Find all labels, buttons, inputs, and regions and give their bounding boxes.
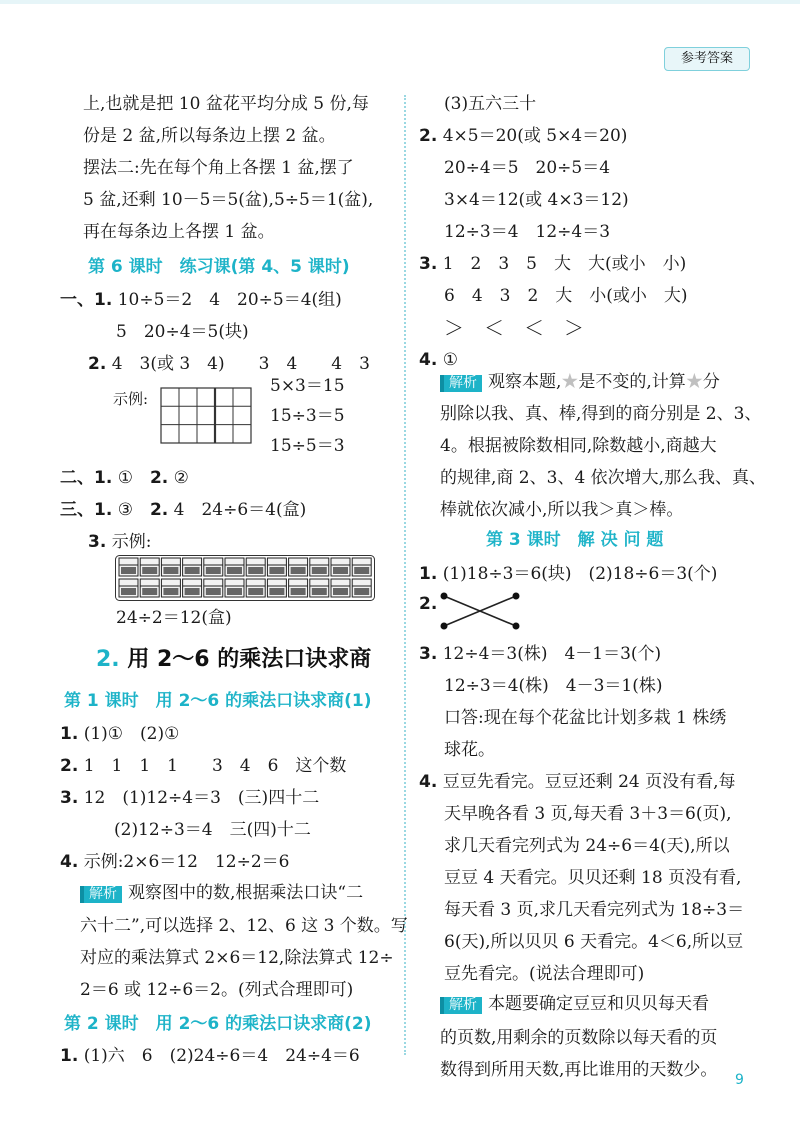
answer-text: 1 2 3 5 大 大(或小 小) [442,254,687,274]
box-body-fill [121,567,136,574]
q-number: 1. [60,1046,79,1066]
answer-text: 豆豆 4 天看完。贝贝还剩 18 页没有看, [444,868,742,888]
answer-text: 12÷3＝4 12÷4＝3 [444,222,611,242]
section-title-lesson2: 第 2 课时 用 2～6 的乘法口诀求商(2) [64,1014,372,1034]
box-body-fill [291,567,306,574]
answer-text: 6(天),所以贝贝 6 天看完。4＜6,所以豆 [444,932,744,952]
answer-text: 1 1 1 1 3 4 6 这个数 [83,756,347,776]
q-number: 1. [419,564,438,584]
analysis-text: 4。根据被除数相同,除数越小,商越大 [440,436,717,456]
q-number: 3. [419,254,438,274]
box-body-fill [163,567,178,574]
box-body-fill [121,588,136,595]
answer-text: (1)18÷3＝6(块) (2)18÷6＝3(个) [442,564,718,584]
analysis-tag: 解析 [80,886,122,903]
answer-text: 12 (1)12÷4＝3 (三)四十二 [83,788,320,808]
analysis-text: 2＝6 或 12÷6＝2。(列式合理即可) [80,980,354,1000]
box-body-fill [269,567,284,574]
q-number: 1. [60,724,79,744]
section-title-lesson6: 第 6 课时 练习课(第 4、5 课时) [88,257,350,277]
analysis-text: 的规律,商 2、3、4 依次增大,那么我、真、 [440,468,767,488]
answer-text: 球花。 [444,740,495,760]
star-icon: ★ [685,372,703,392]
column-divider [404,95,406,1055]
analysis-text: 的页数,用剩余的页数除以每天看的页 [440,1028,718,1048]
box-body-fill [248,588,263,595]
answer-text: (1)六 6 (2)24÷6＝4 24÷4＝6 [83,1046,360,1066]
answer-text: 5 20÷4＝5(块) [116,322,249,342]
section-title-lesson1: 第 1 课时 用 2～6 的乘法口诀求商(1) [64,691,372,711]
q-number: 3. [60,788,79,808]
left-para-line: 5 盆,还剩 10－5＝5(盆),5÷5＝1(盆), [83,190,374,210]
box-body-fill [333,588,348,595]
left-para-line: 再在每条边上各摆 1 盆。 [83,222,275,242]
analysis-text: 别除以我、真、棒,得到的商分别是 2、3、 [440,404,762,424]
analysis-tag: 解析 [440,375,482,392]
left-para-line: 摆法二:先在每个角上各摆 1 盆,摆了 [83,158,354,178]
box-body-fill [312,567,327,574]
q-number: 2. [60,756,79,776]
box-body-fill [354,588,369,595]
example-label: 示例: [113,390,149,408]
answer-text: 求几天看完列式为 24÷6＝4(天),所以 [444,836,730,856]
analysis-tag: 解析 [440,997,482,1014]
box-body-fill [248,567,263,574]
answer-text: 4×5＝20(或 5×4＝20) [442,126,628,146]
q-number: 2. [88,354,107,374]
q-number: 4. [60,852,79,872]
answer-text: (1)① (2)① [83,724,180,744]
q-number: 3. [419,644,438,664]
answer-text: 天早晚各看 3 页,每天看 3＋3＝6(页), [444,804,732,824]
comparison-signs: ＞ ＜ ＜ ＞ [444,316,584,340]
answer-text: ① [442,350,458,370]
q-number: 二、1. [60,468,113,488]
answer-text: 20÷4＝5 20÷5＝4 [444,158,611,178]
box-body-fill [206,588,221,595]
q-number: 2. [419,594,438,614]
answer-text: ① [117,468,150,488]
grid-diagram [160,387,252,444]
box-body-fill [142,588,157,595]
box-body-fill [142,567,157,574]
box-body-fill [227,567,242,574]
answer-text: 10÷5＝2 4 20÷5＝4(组) [117,290,342,310]
unit-title-text: 用 2～6 的乘法口诀求商 [127,647,372,672]
answer-text: 每天看 3 页,求几天看完列式为 18÷3＝ [444,900,745,920]
box-body-fill [163,588,178,595]
box-body-fill [227,588,242,595]
unit-title [96,649,371,671]
matching-lines-diagram [436,588,526,634]
answer-text: (2)12÷3＝4 三(四)十二 [114,820,311,840]
answer-text: ③ [117,500,150,520]
analysis-text: 是不变的,计算 [578,372,686,392]
answer-badge: 参考答案 [664,47,750,71]
equation: 24÷2＝12(盒) [116,608,232,628]
box-body-fill [185,588,200,595]
analysis-text: 分 [702,372,720,392]
box-body-fill [185,567,200,574]
answer-text: 12÷3＝4(株) 4－3＝1(株) [444,676,663,696]
answer-text: 示例: [111,532,152,552]
page-number: 9 [735,1072,744,1088]
equation: 15÷3＝5 [270,406,345,426]
equation: 5×3＝15 [270,376,345,396]
box-body-fill [354,567,369,574]
q-number: 一、1. [60,290,113,310]
star-icon: ★ [561,372,579,392]
box-body-fill [312,588,327,595]
answer-text: 4 24÷6＝4(盒) [173,500,307,520]
analysis-text: 棒就依次减小,所以我＞真＞棒。 [440,500,684,520]
answer-text: (3)五六三十 [444,94,537,114]
box-body-fill [206,567,221,574]
q-number: 4. [419,350,438,370]
left-para-line: 份是 2 盆,所以每条边上摆 2 盆。 [83,126,336,146]
analysis-text: 六十二”,可以选择 2、12、6 这 3 个数。写 [80,916,408,936]
q-number: 三、1. [60,500,113,520]
answer-text: 豆豆先看完。豆豆还剩 24 页没有看,每 [442,772,736,792]
analysis-text: 数得到所用天数,再比谁用的天数少。 [440,1060,718,1080]
analysis-text: 观察本题, [488,372,562,392]
q-number: 2. [419,126,438,146]
answer-text: 12÷4＝3(株) 4－1＝3(个) [442,644,662,664]
answer-text: 6 4 3 2 大 小(或小 大) [444,286,688,306]
left-para-line: 上,也就是把 10 盆花平均分成 5 份,每 [83,94,369,114]
q-number: 3. [88,532,107,552]
analysis-text: 对应的乘法算式 2×6＝12,除法算式 12÷ [80,948,394,968]
analysis-text: 观察图中的数,根据乘法口诀“二 [128,883,364,903]
equation: 15÷5＝3 [270,436,345,456]
box-body-fill [333,567,348,574]
answer-text: 豆先看完。(说法合理即可) [444,964,645,984]
section-title-lesson3: 第 3 课时 解 决 问 题 [486,530,664,550]
q-number: 2. [149,500,169,520]
q-number: 2. [149,468,169,488]
q-number: 4. [419,772,438,792]
top-bar [0,0,800,4]
unit-number: 2. [96,647,120,672]
box-body-fill [269,588,284,595]
box-body-fill [291,588,306,595]
answer-text: 4 3(或 3 4) 3 4 4 3 [111,354,370,374]
answer-text: ② [173,468,189,488]
answer-text: 3×4＝12(或 4×3＝12) [444,190,629,210]
analysis-text: 本题要确定豆豆和贝贝每天看 [488,994,709,1014]
answer-text: 示例:2×6＝12 12÷2＝6 [83,852,290,872]
boxes-illustration [115,555,375,601]
answer-text: 口答:现在每个花盆比计划多栽 1 株绣 [444,708,727,728]
